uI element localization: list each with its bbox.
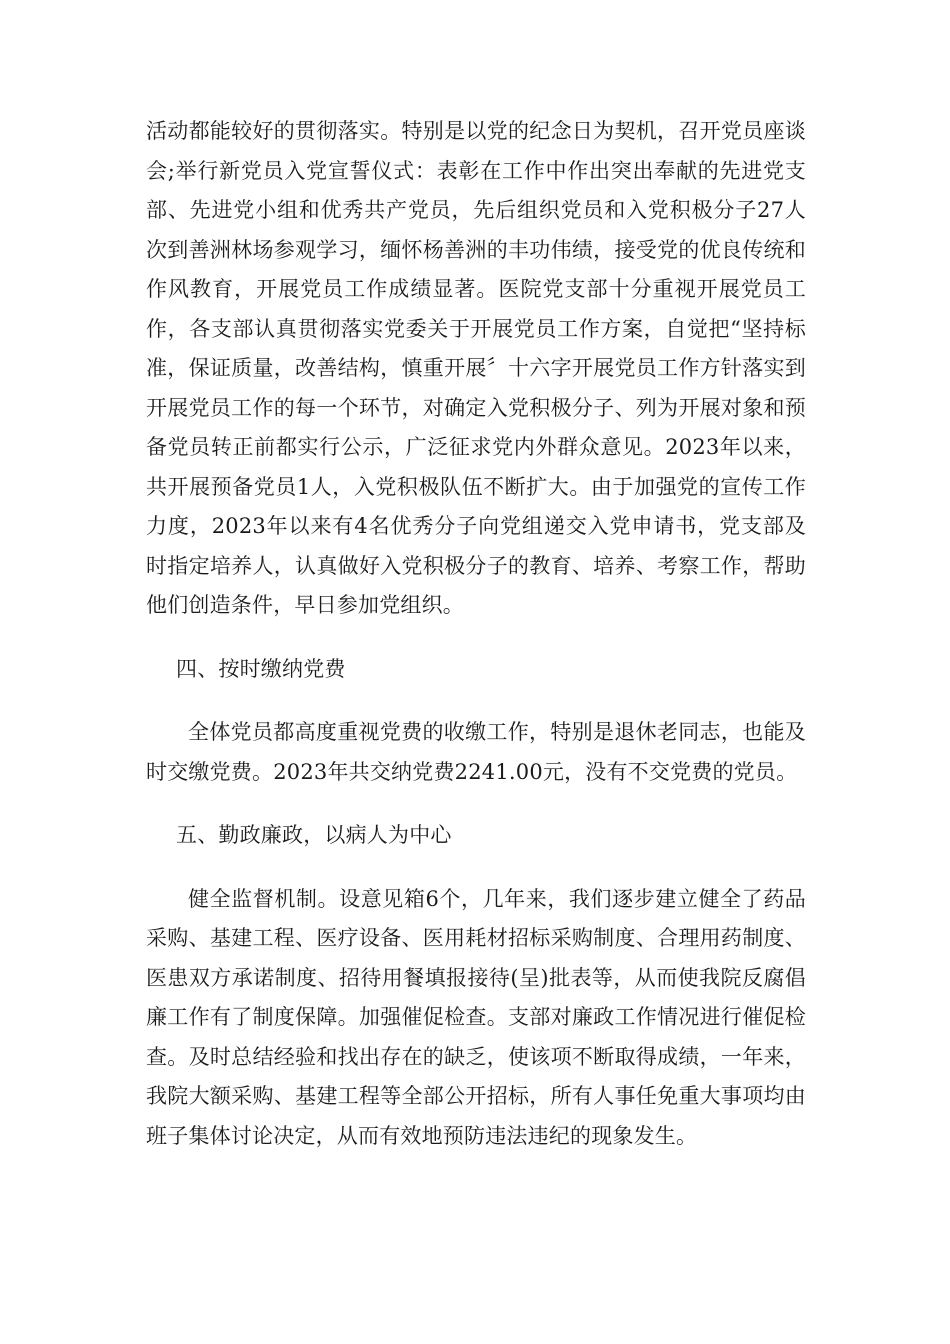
body-paragraph-party-member-work: 活动都能较好的贯彻落实。特别是以党的纪念日为契机，召开党员座谈会;举行新党员入党宣誓仪式：表彰在工作中作出突出奉献的先进党支部、先进党小组和优秀共产党员，先后组织党员和入党积极分子27人次到善洲林场参观学习，缅怀杨善洲的丰功伟绩，接受党的优良传统和作风教育，开展党员工作成绩显著。医院党支部十分重视开展党员工作，各支部认真贯彻落实党委关于开展党员工作方案，自觉把“坚持标准，保证质量，改善结构，慎重开展〞十六字开展党员工作方针落实到开展党员工作的每一个环节，对确定入党积极分子、列为开展对象和预备党员转正前都实行公示，广泛征求党内外群众意见。2023年以来，共开展预备党员1人，入党积极队伍不断扩大。由于加强党的宣传工作力度，2023年以来有4名优秀分子向党组递交入党申请书，党支部及时指定培养人，认真做好入党积极分子的教育、培养、考察工作，帮助他们创造条件，早日参加党组织。	[146, 119, 806, 617]
paragraph-spacer	[146, 689, 806, 713]
paragraph-spacer	[146, 626, 806, 650]
body-paragraph-party-dues: 全体党员都高度重视党费的收缴工作，特别是退休老同志，也能及时交缴党费。2023年共交纳党费2241.00元，没有不交党费的党员。	[146, 720, 806, 784]
section-heading-party-dues: 四、按时缴纳党费	[176, 656, 346, 681]
document-body	[146, 112, 806, 1156]
body-paragraph-supervision: 健全监督机制。设意见箱6个，几年来，我们逐步建立健全了药品采购、基建工程、医疗设备、医用耗材招标采购制度、合理用药制度、医患双方承诺制度、招待用餐填报接待(呈)批表等，从而使我院反腐倡廉工作有了制度保障。加强催促检查。支部对廉政工作情况进行催促检查。及时总结经验和找出存在的缺乏，使该项不断取得成绩，一年来，我院大额采购、基建工程等全部公开招标，所有人事任免重大事项均由班子集体讨论决定，从而有效地预防违法违纪的现象发生。	[146, 886, 806, 1148]
section-heading-integrity: 五、勤政廉政，以病人为中心	[176, 823, 452, 847]
paragraph-spacer	[146, 792, 806, 816]
paragraph-spacer	[146, 856, 806, 880]
